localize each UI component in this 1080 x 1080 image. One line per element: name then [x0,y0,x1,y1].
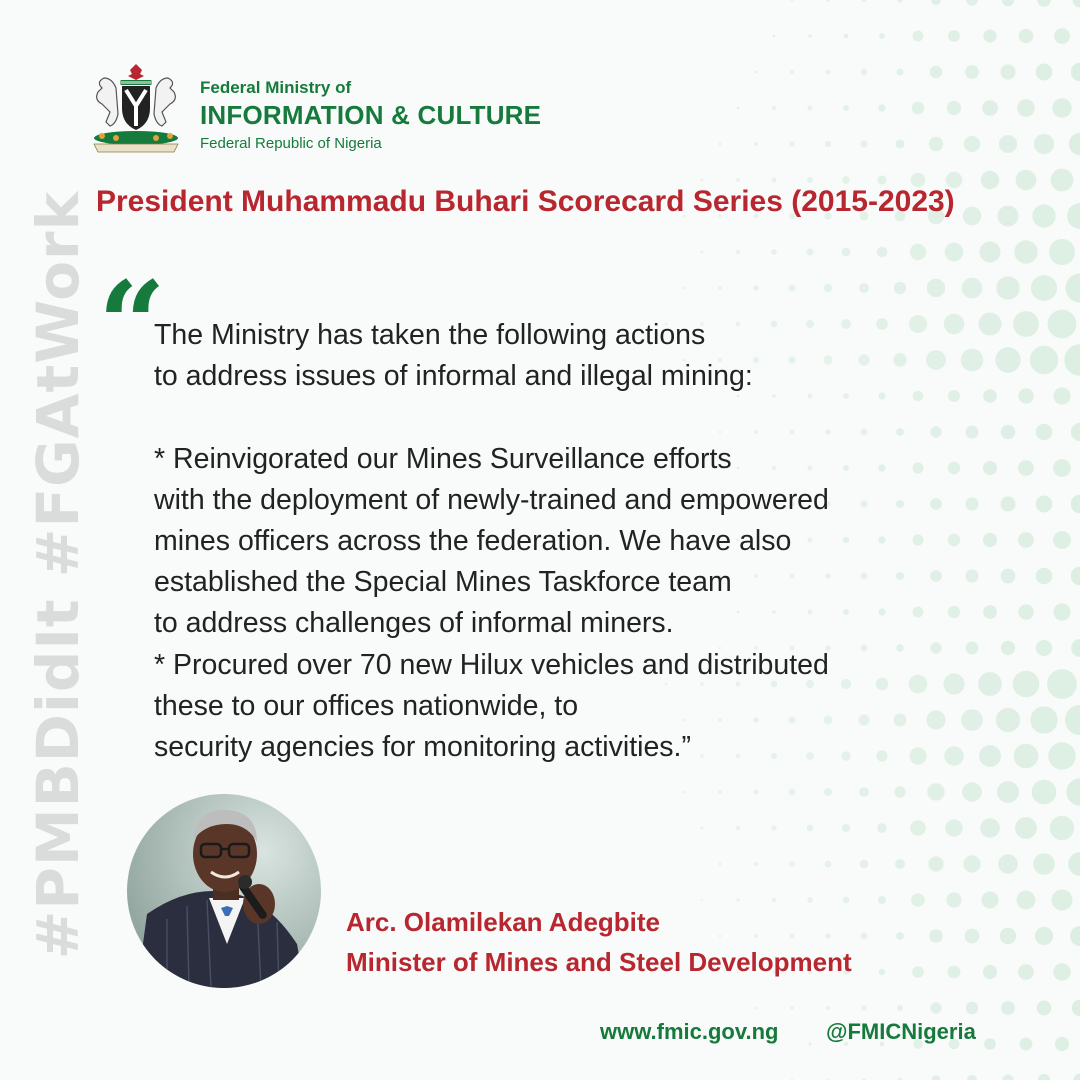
quote-line: to address challenges of informal miners. [154,607,674,640]
quote-line: these to our offices nationwide, to [154,689,579,722]
org-name-line3: Federal Republic of Nigeria [200,135,382,152]
hashtag-vertical: #PMBDidIt #FGAtWork [24,190,92,960]
website-link[interactable]: www.fmic.gov.ng [600,1019,779,1044]
quote-text [154,315,1054,768]
page-title: President Muhammadu Buhari Scorecard Series (2015-2023) [96,185,955,218]
speaker-role: Minister of Mines and Steel Development [346,947,852,977]
quote-line: established the Special Mines Taskforce team [154,566,732,599]
quote-line: mines officers across the federation. We have also [154,525,792,558]
org-name-line2: INFORMATION & CULTURE [200,100,542,130]
quote-line: * Reinvigorated our Mines Surveillance efforts [154,442,732,475]
coat-of-arms-icon [82,64,190,156]
open-quote-icon: “ [98,255,166,394]
org-name-line1: Federal Ministry of [200,78,352,97]
quote-line: * Procured over 70 new Hilux vehicles and distributed [154,648,829,681]
quote-line: The Ministry has taken the following actions [154,319,706,351]
social-handle[interactable]: @FMICNigeria [826,1019,976,1044]
quote-line: to address issues of informal and illegal mining: [154,360,753,393]
quote-line [154,397,1054,438]
quote-line: security agencies for monitoring activities.” [154,731,691,764]
speaker-name: Arc. Olamilekan Adegbite [346,907,661,937]
speaker-portrait [127,794,321,988]
quote-line: with the deployment of newly-trained and empowered [154,483,829,516]
